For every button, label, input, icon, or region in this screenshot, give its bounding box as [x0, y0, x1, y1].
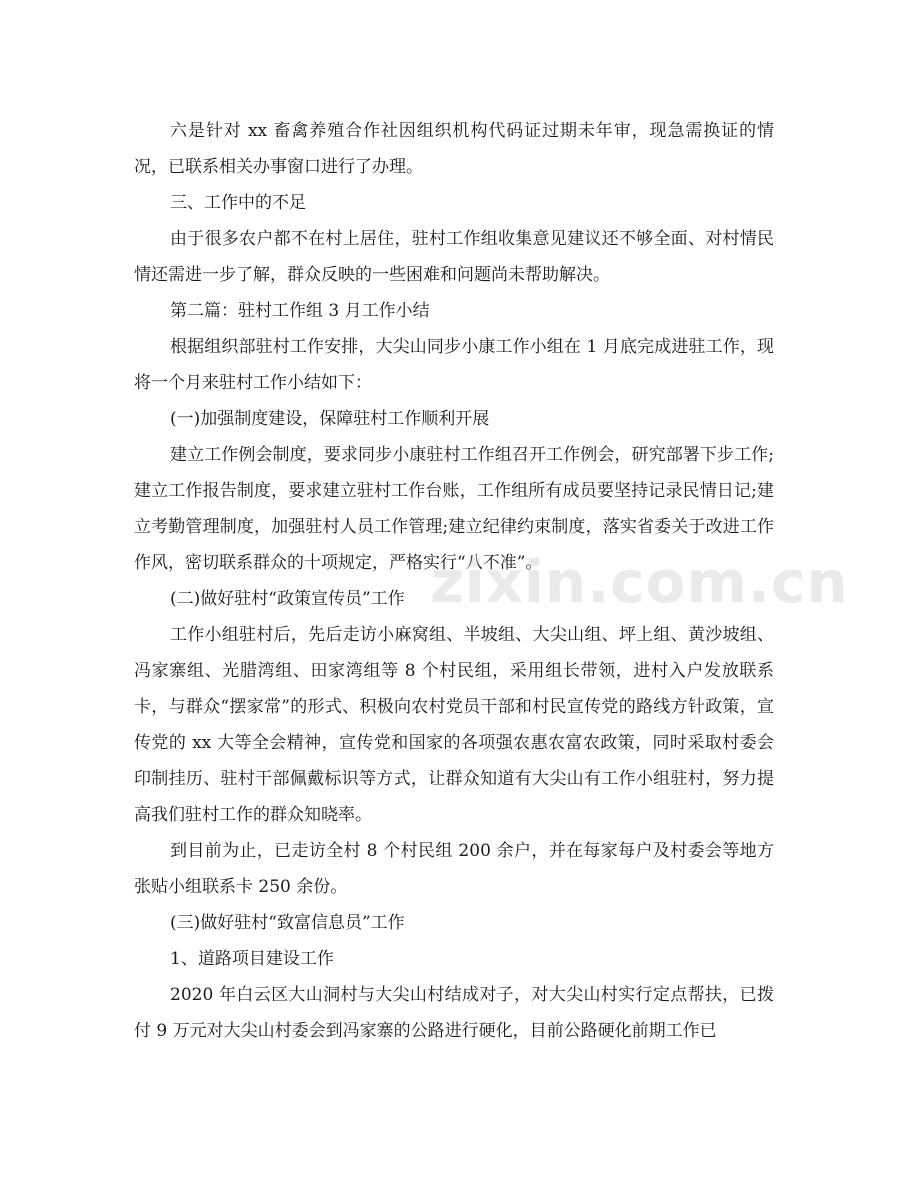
subheading-wealth-informer: (三)做好驻村“致富信息员”工作 [170, 913, 405, 933]
paragraph-3: 由于很多农户都不在村上居住，驻村工作组收集意见建议还不够全面、对村情民情还需进一步了解，群众反映的一些困难和问题尚未帮助解决。 [134, 229, 774, 285]
paragraph-10: 到目前为止，已走访全村 8 个村民组 200 余户，并在每家每户及村委会等地方张贴小组联系卡 250 余份。 [134, 841, 774, 897]
document-body [134, 113, 774, 1049]
paragraph-9: 工作小组驻村后，先后走访小麻窝组、半坡组、大尖山组、坪上组、黄沙坡组、冯家寨组、光腊湾组、田家湾组等 8 个村民组，采用组长带领，进村入户发放联系卡，与群众“摆家常”的形式、积极向农村党员干部和村民宣传党的路线方针政策，宣传党的 xx 大等全会精神，宣传党和国家的各项强农惠农富农政策，同时采取村委会印制挂历、驻村干部佩戴标识等方式，让群众知道有大尖山有工作小组驻村，努力提高我们驻村工作的群众知晓率。 [134, 625, 774, 825]
section-heading-shortcomings: 三、工作中的不足 [170, 193, 306, 213]
chapter-heading-second: 第二篇：驻村工作组 3 月工作小结 [170, 301, 430, 321]
subheading-policy-promoter: (二)做好驻村“政策宣传员”工作 [170, 589, 405, 609]
watermark-logo: zixin.com.cn [430, 548, 849, 616]
paragraph-13: 2020 年白云区大山洞村与大尖山村结成对子，对大尖山村实行定点帮扶，已拨付 9 万元对大尖山村委会到冯家寨的公路进行硬化，目前公路硬化前期工作已 [134, 985, 774, 1041]
paragraph-7: 建立工作例会制度，要求同步小康驻村工作组召开工作例会，研究部署下步工作;建立工作报告制度，要求建立驻村工作台账，工作组所有成员要坚持记录民情日记;建立考勤管理制度，加强驻村人员工作管理;建立纪律约束制度，落实省委关于改进工作作风，密切联系群众的十项规定，严格实行“八不准”。 [134, 445, 774, 573]
paragraph-1: 六是针对 xx 畜禽养殖合作社因组织机构代码证过期未年审，现急需换证的情况，已联系相关办事窗口进行了办理。 [134, 121, 774, 177]
subheading-system-building: (一)加强制度建设，保障驻村工作顺利开展 [170, 409, 490, 429]
subheading-road-project: 1、道路项目建设工作 [170, 949, 334, 969]
paragraph-5: 根据组织部驻村工作安排，大尖山同步小康工作小组在 1 月底完成进驻工作，现将一个月来驻村工作小结如下： [134, 337, 774, 393]
